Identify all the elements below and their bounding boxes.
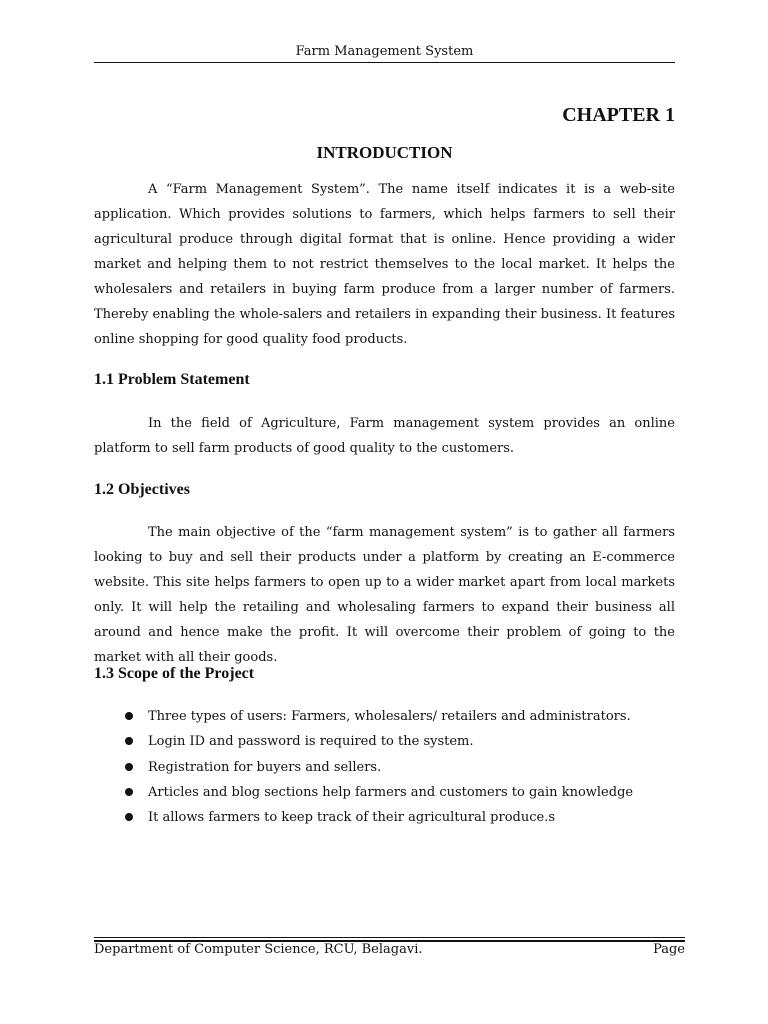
running-header: Farm Management System	[295, 44, 474, 59]
list-item-text: Login ID and password is required to the system.	[148, 734, 474, 750]
footer-page-label: Page	[653, 942, 685, 957]
problem-statement-paragraph: In the field of Agriculture, Farm management system provides an online platform to sell farm products of good quality to the customers.	[94, 416, 675, 456]
list-item-text: Three types of users: Farmers, wholesalers/ retailers and administrators.	[148, 709, 631, 724]
list-item	[94, 805, 675, 830]
list-item-text: Articles and blog sections help farmers and customers to gain knowledge	[148, 784, 634, 800]
problem-statement-heading: 1.1 Problem Statement	[94, 371, 250, 388]
bullet-icon	[125, 788, 133, 796]
header-rule	[94, 62, 675, 63]
list-item-text: Registration for buyers and sellers.	[148, 759, 382, 775]
list-item	[94, 704, 675, 729]
bullet-icon	[125, 813, 133, 821]
list-item	[94, 755, 675, 780]
list-item-text: It allows farmers to keep track of their agricultural produce.s	[148, 810, 556, 826]
intro-paragraph: A “Farm Management System”. The name itself indicates it is a web-site application. Which provides solutions to farmers, which helps farmers to sell their agricultural produce through digital format that is online. Hence providing a wider market and helping them to not restrict themselves to the local market. It helps the wholesalers and retailers in buying farm produce from a larger number of farmers. Thereby enabling the whole-salers and retailers in expanding their business. It features online shopping for good quality food products.	[94, 182, 675, 347]
scope-heading: 1.3 Scope of the Project	[94, 665, 255, 682]
list-item	[94, 780, 675, 805]
chapter-title: INTRODUCTION	[316, 143, 453, 162]
bullet-icon	[125, 737, 133, 745]
objectives-heading: 1.2 Objectives	[94, 481, 190, 498]
bullet-icon	[125, 763, 133, 771]
footer-rule	[94, 937, 685, 938]
list-item	[94, 729, 675, 754]
scope-bullet-list	[94, 704, 675, 830]
footer-department: Department of Computer Science, RCU, Belagavi.	[94, 942, 423, 957]
bullet-icon	[125, 712, 133, 720]
chapter-number: CHAPTER 1	[562, 104, 675, 126]
objectives-paragraph: The main objective of the “farm management system” is to gather all farmers looking to buy and sell their products under a platform by creating an E-commerce website. This site helps farmers to open up to a wider market apart from local markets only. It will help the retailing and wholesaling farmers to expand their business all around and hence make the profit. It will overcome their problem of going to the market with all their goods.	[94, 525, 675, 665]
